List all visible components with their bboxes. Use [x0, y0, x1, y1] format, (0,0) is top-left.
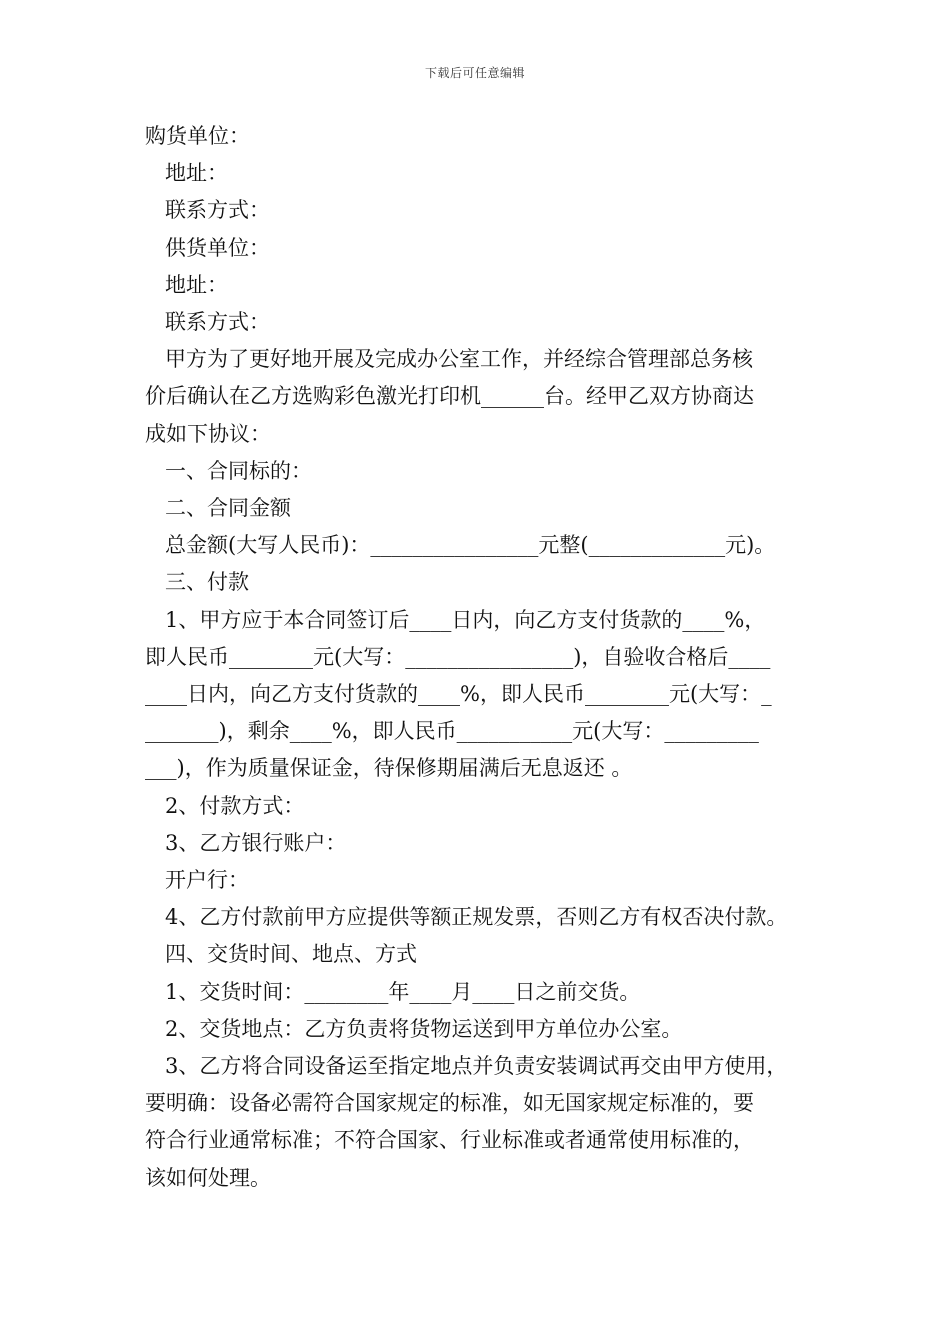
delivery-place: 2、交货地点：乙方负责将货物运送到甲方单位办公室。 [165, 1016, 683, 1041]
preamble-line-3: 成如下协议： [145, 421, 271, 446]
supplier-address: 地址： [165, 272, 228, 297]
section-2-heading: 二、合同金额 [165, 496, 291, 521]
buyer-contact: 联系方式： [165, 198, 270, 223]
supplier-label: 供货单位： [165, 235, 270, 260]
supplier-contact: 联系方式： [165, 310, 270, 335]
invoice-clause: 4、乙方付款前甲方应提供等额正规发票，否则乙方有权否决付款。 [165, 905, 788, 930]
payment-clause-line-3: ____日内，向乙方支付货款的____%，即人民币________元(大写：_ [145, 682, 772, 707]
opening-bank: 开户行： [165, 868, 249, 893]
payment-clause-line-1: 1、甲方应于本合同签订后____日内，向乙方支付货款的____%， [165, 607, 766, 632]
header-note: 下载后可任意编辑 [424, 66, 525, 80]
installation-clause-line-4: 该如何处理。 [145, 1165, 271, 1190]
payment-method: 2、付款方式： [165, 793, 305, 818]
section-4-heading: 四、交货时间、地点、方式 [165, 942, 417, 967]
total-amount-line: 总金额(大写人民币)：________________元整(_____________元)。 [165, 533, 776, 558]
installation-clause-line-3: 符合行业通常标准；不符合国家、行业标准或者通常使用标准的， [145, 1128, 754, 1153]
payment-clause-line-2: 即人民币________元(大写：________________)，自验收合格后____ [145, 644, 771, 669]
buyer-label: 购货单位： [145, 124, 250, 148]
preamble-line-2: 价后确认在乙方选购彩色激光打印机______台。经甲乙双方协商达 [145, 384, 754, 409]
payment-clause-line-4: _______)，剩余____%，即人民币___________元(大写：_________ [145, 719, 759, 744]
installation-clause-line-1: 3、乙方将合同设备运至指定地点并负责安装调试再交由甲方使用， [165, 1054, 788, 1079]
installation-clause-line-2: 要明确：设备必需符合国家规定的标准，如无国家规定标准的，要 [145, 1091, 754, 1116]
delivery-time: 1、交货时间：________年____月____日之前交货。 [165, 979, 641, 1004]
payment-clause-line-5: ___)，作为质量保证金，待保修期届满后无息返还 。 [145, 756, 633, 781]
section-1-heading: 一、合同标的： [165, 458, 312, 483]
preamble-line-1: 甲方为了更好地开展及完成办公室工作，并经综合管理部总务核 [165, 347, 753, 372]
buyer-address: 地址： [165, 161, 228, 186]
contract-body [145, 118, 825, 1197]
bank-account: 3、乙方银行账户： [165, 830, 347, 855]
section-3-heading: 三、付款 [165, 570, 249, 595]
